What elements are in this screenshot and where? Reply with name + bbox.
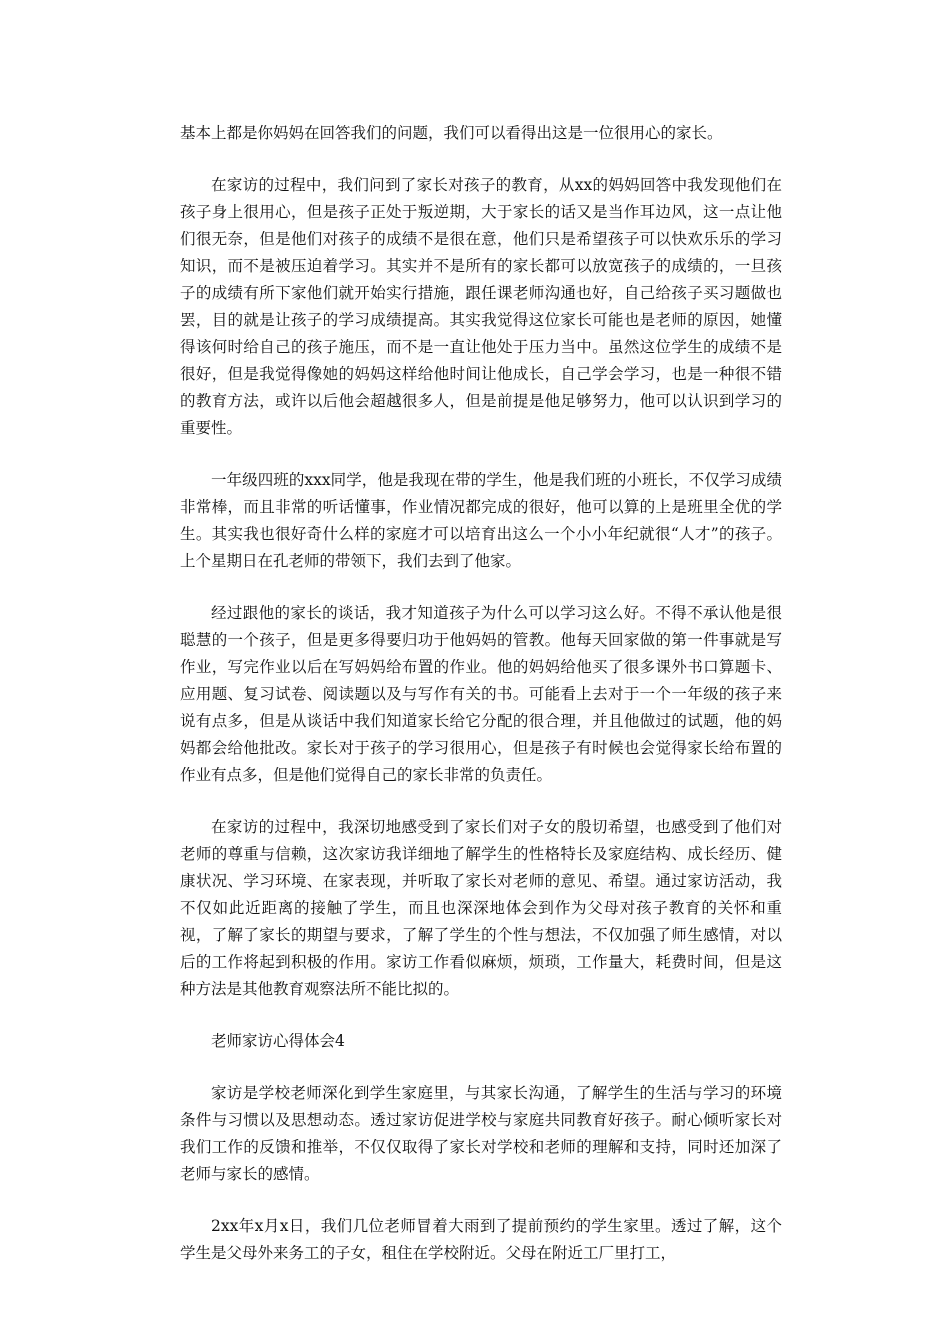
paragraph-3: 一年级四班的xxx同学，他是我现在带的学生，他是我们班的小班长，不仅学习成绩非常棒，而且非常的听话懂事，作业情况都完成的很好，他可以算的上是班里全优的学生。其实我也很好奇什么样的家庭才可以培育出这么一个小小年纪就很“人才”的孩子。上个星期日在孔老师的带领下，我们去到了他家。 [180, 471, 782, 570]
paragraph-4: 经过跟他的家长的谈话，我才知道孩子为什么可以学习这么好。不得不承认他是很聪慧的一个孩子，但是更多得要归功于他妈妈的管教。他每天回家做的第一件事就是写作业，写完作业以后在写妈妈给布置的作业。他的妈妈给他买了很多课外书口算题卡、应用题、复习试卷、阅读题以及与写作有关的书。可能看上去对于一个一年级的孩子来说有点多，但是从谈话中我们知道家长给它分配的很合理，并且他做过的试题，他的妈妈都会给他批改。家长对于孩子的学习很用心，但是孩子有时候也会觉得家长给布置的作业有点多，但是他们觉得自己的家长非常的负责任。 [180, 604, 782, 784]
paragraph-7: 2xx年x月x日，我们几位老师冒着大雨到了提前预约的学生家里。透过了解，这个学生是父母外来务工的子女，租住在学校附近。父母在附近工厂里打工， [180, 1217, 782, 1262]
paragraph-5: 在家访的过程中，我深切地感受到了家长们对子女的殷切希望，也感受到了他们对老师的尊重与信赖，这次家访我详细地了解学生的性格特长及家庭结构、成长经历、健康状况、学习环境、在家表现，并听取了家长对老师的意见、希望。通过家访活动，我不仅如此近距离的接触了学生，而且也深深地体会到作为父母对孩子教育的关怀和重视，了解了家长的期望与要求，了解了学生的个性与想法，不仅加强了师生感情，对以后的工作将起到积极的作用。家访工作看似麻烦，烦琐，工作量大，耗费时间，但是这种方法是其他教育观察法所不能比拟的。 [180, 818, 782, 998]
document-page [180, 120, 782, 1292]
paragraph-6: 家访是学校老师深化到学生家庭里，与其家长沟通，了解学生的生活与学习的环境条件与习惯以及思想动态。透过家访促进学校与家庭共同教育好孩子。耐心倾听家长对我们工作的反馈和推举，不仅仅取得了家长对学校和老师的理解和支持，同时还加深了老师与家长的感情。 [180, 1084, 782, 1183]
paragraph-2: 在家访的过程中，我们问到了家长对孩子的教育，从xx的妈妈回答中我发现他们在孩子身上很用心，但是孩子正处于叛逆期，大于家长的话又是当作耳边风，这一点让他们很无奈，但是他们对孩子的成绩不是很在意，他们只是希望孩子可以快欢乐乐的学习知识，而不是被压迫着学习。其实并不是所有的家长都可以放宽孩子的成绩的，一旦孩子的成绩有所下家他们就开始实行措施，跟任课老师沟通也好，自己给孩子买习题做也罢，目的就是让孩子的学习成绩提高。其实我觉得这位家长可能也是老师的原因，她懂得该何时给自己的孩子施压，而不是一直让他处于压力当中。虽然这位学生的成绩不是很好，但是我觉得像她的妈妈这样给他时间让他成长，自己学会学习，也是一种很不错的教育方法，或许以后他会超越很多人，但是前提是他足够努力，他可以认识到学习的重要性。 [180, 176, 782, 437]
paragraph-1: 基本上都是你妈妈在回答我们的问题，我们可以看得出这是一位很用心的家长。 [180, 124, 723, 142]
section-heading: 老师家访心得体会4 [211, 1032, 345, 1050]
